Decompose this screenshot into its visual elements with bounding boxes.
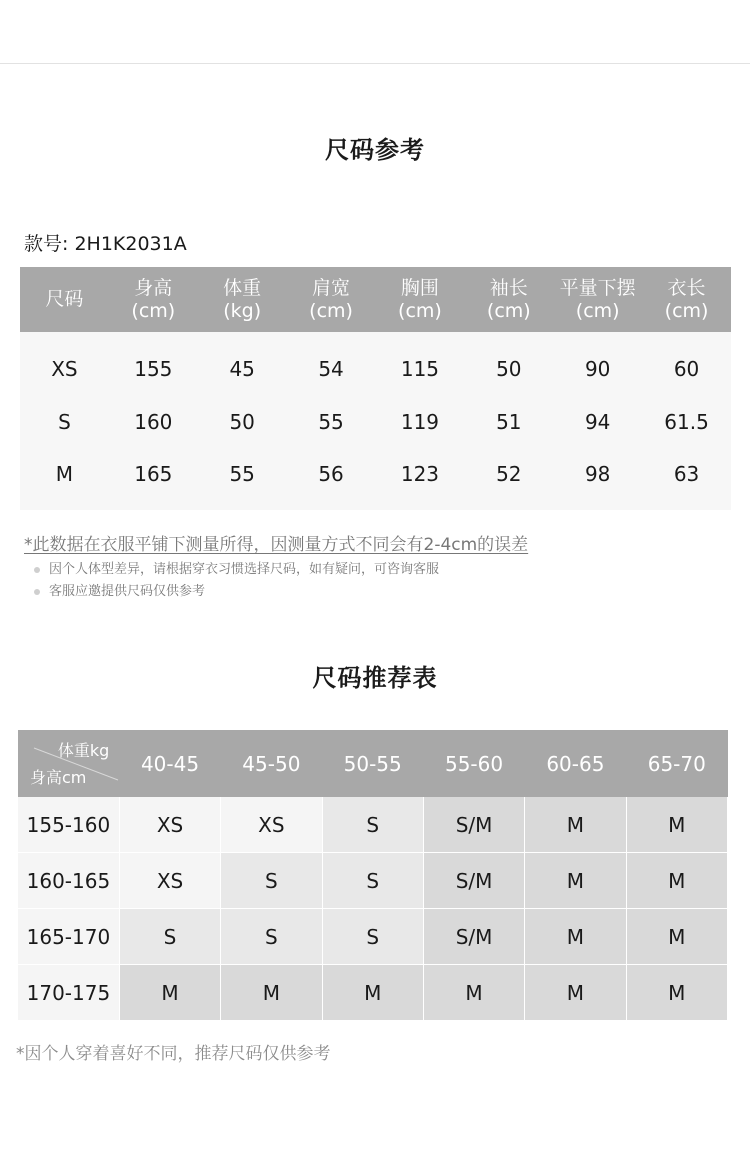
recommended-size-cell: XS	[119, 853, 220, 909]
size-value-cell: 115	[376, 332, 465, 394]
size-row	[20, 394, 731, 450]
recommended-size-cell: M	[626, 797, 727, 853]
recommended-size-cell: S/M	[423, 853, 524, 909]
recommended-size-cell: XS	[221, 797, 322, 853]
weight-range-header: 65-70	[626, 730, 727, 797]
weight-range-header: 55-60	[423, 730, 524, 797]
header-text: 尺码	[45, 288, 84, 310]
height-range-cell: 165-170	[18, 909, 119, 965]
size-row	[20, 450, 731, 510]
size-recommendation-table	[18, 730, 728, 1021]
header-text: (cm)	[131, 299, 176, 322]
size-value-cell: 94	[553, 394, 642, 450]
recommended-size-cell: S	[221, 853, 322, 909]
header-text: (cm)	[486, 299, 531, 322]
size-row	[20, 332, 731, 394]
recommendation-note: *因个人穿着喜好不同，推荐尺码仅供参考	[16, 1044, 331, 1064]
weight-range-header: 50-55	[322, 730, 423, 797]
size-notes-list	[34, 560, 439, 604]
recommended-size-cell: M	[525, 909, 626, 965]
size-value-cell: 54	[287, 332, 376, 394]
recommended-size-cell: M	[221, 965, 322, 1021]
recommendation-title: 尺码推荐表	[312, 664, 438, 692]
recommended-size-cell: M	[525, 797, 626, 853]
corner-header	[18, 730, 119, 797]
recommendation-row	[18, 909, 728, 965]
recommended-size-cell: S	[221, 909, 322, 965]
size-value-cell: 90	[553, 332, 642, 394]
size-table-header	[376, 267, 465, 332]
header-text: (cm)	[664, 299, 709, 322]
measurement-note: *此数据在衣服平铺下测量所得，因测量方式不同会有2-4cm的误差	[24, 535, 529, 555]
size-value-cell: 63	[642, 450, 731, 510]
size-value-cell: 165	[109, 450, 198, 510]
size-value-cell: 50	[198, 394, 287, 450]
size-reference-title: 尺码参考	[325, 136, 425, 164]
top-divider	[0, 63, 750, 64]
recommended-size-cell: S	[322, 797, 423, 853]
size-label-cell: XS	[20, 332, 109, 394]
header-text: (cm)	[575, 299, 620, 322]
size-value-cell: 98	[553, 450, 642, 510]
size-value-cell: 155	[109, 332, 198, 394]
weight-range-header: 45-50	[221, 730, 322, 797]
size-table-header	[464, 267, 553, 332]
header-text: 平量下摆	[559, 276, 636, 299]
size-table-header	[109, 267, 198, 332]
header-text: (cm)	[309, 299, 353, 322]
size-value-cell: 51	[464, 394, 553, 450]
size-value-cell: 119	[376, 394, 465, 450]
header-text: 袖长	[489, 276, 528, 299]
recommended-size-cell: M	[525, 853, 626, 909]
size-value-cell: 123	[376, 450, 465, 510]
weight-range-header: 60-65	[525, 730, 626, 797]
size-label-cell: M	[20, 450, 109, 510]
size-value-cell: 52	[464, 450, 553, 510]
size-value-cell: 60	[642, 332, 731, 394]
height-axis-label: 身高cm	[30, 768, 87, 787]
model-number: 款号: 2H1K2031A	[24, 233, 187, 255]
height-range-cell: 160-165	[18, 853, 119, 909]
recommendation-row	[18, 853, 728, 909]
header-text: 肩宽	[312, 276, 351, 299]
size-value-cell: 55	[287, 394, 376, 450]
header-text: (cm)	[398, 299, 442, 322]
size-reference-table	[20, 267, 731, 510]
recommended-size-cell: S	[322, 853, 423, 909]
height-range-cell: 170-175	[18, 965, 119, 1021]
size-table-header	[20, 267, 109, 332]
size-value-cell: 55	[198, 450, 287, 510]
header-text: 体重	[223, 276, 262, 299]
recommended-size-cell: M	[423, 965, 524, 1021]
header-text: 身高	[134, 276, 173, 299]
height-range-cell: 155-160	[18, 797, 119, 853]
size-label-cell: S	[20, 394, 109, 450]
size-table-header	[642, 267, 731, 332]
recommendation-row	[18, 797, 728, 853]
size-table-header	[553, 267, 642, 332]
recommended-size-cell: S	[322, 909, 423, 965]
weight-range-header: 40-45	[119, 730, 220, 797]
recommended-size-cell: M	[525, 965, 626, 1021]
size-value-cell: 61.5	[642, 394, 731, 450]
size-note-item: 客服应邀提供尺码仅供参考	[34, 582, 439, 604]
recommendation-row	[18, 965, 728, 1021]
recommended-size-cell: S/M	[423, 909, 524, 965]
recommended-size-cell: S/M	[423, 797, 524, 853]
size-table-header	[287, 267, 376, 332]
recommended-size-cell: S	[119, 909, 220, 965]
size-note-item: 因个人体型差异，请根据穿衣习惯选择尺码，如有疑问，可咨询客服	[34, 560, 439, 582]
recommended-size-cell: XS	[119, 797, 220, 853]
header-text: 衣长	[667, 276, 706, 299]
recommended-size-cell: M	[119, 965, 220, 1021]
size-value-cell: 160	[109, 394, 198, 450]
header-text: (kg)	[223, 299, 262, 322]
size-value-cell: 56	[287, 450, 376, 510]
recommended-size-cell: M	[626, 909, 727, 965]
header-text: 胸围	[400, 276, 439, 299]
recommended-size-cell: M	[626, 853, 727, 909]
weight-axis-label: 体重kg	[57, 741, 110, 760]
size-value-cell: 50	[464, 332, 553, 394]
size-table-header	[198, 267, 287, 332]
size-value-cell: 45	[198, 332, 287, 394]
recommended-size-cell: M	[322, 965, 423, 1021]
recommended-size-cell: M	[626, 965, 727, 1021]
